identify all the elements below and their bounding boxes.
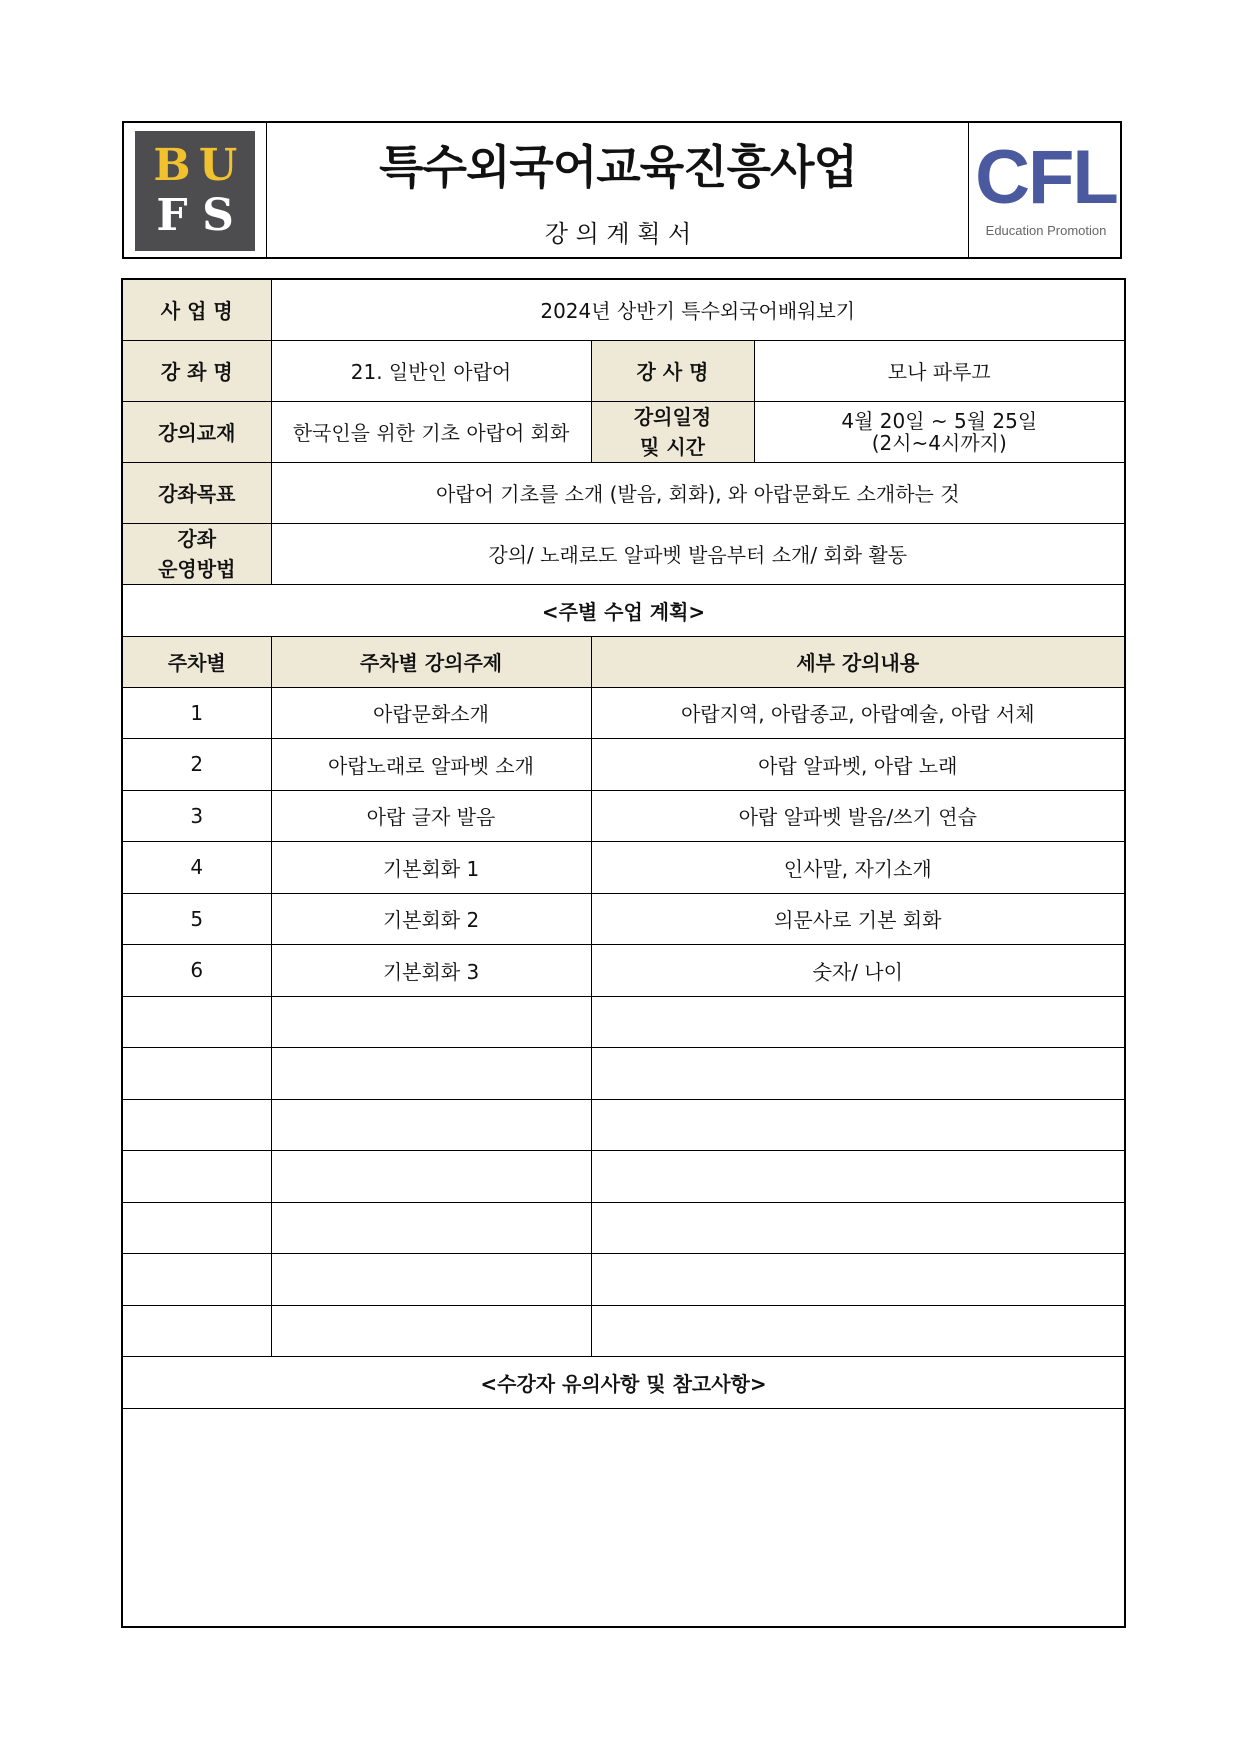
course-value: 21. 일반인 아랍어 — [271, 340, 591, 401]
weekly-section-title: <주별 수업 계획> — [122, 584, 1125, 636]
document-title: 특수외국어교육진흥사업 — [379, 140, 857, 194]
table-row — [122, 893, 1125, 945]
week-number: 1 — [122, 687, 271, 739]
table-row — [122, 790, 1125, 842]
empty-cell — [122, 1305, 271, 1357]
schedule-value — [754, 401, 1125, 462]
project-label: 사 업 명 — [122, 279, 271, 340]
empty-cell — [271, 1099, 591, 1151]
logo-letter: S — [202, 190, 234, 241]
week-topic: 아랍문화소개 — [271, 687, 591, 739]
document-subtitle: 강 의 계 획 서 — [544, 220, 692, 248]
table-row — [122, 842, 1125, 894]
header-divider — [266, 123, 267, 257]
method-row — [122, 523, 1125, 584]
empty-cell — [271, 1305, 591, 1357]
empty-row — [122, 1151, 1125, 1203]
notes-section-title: <수강자 유의사항 및 참고사항> — [122, 1357, 1125, 1409]
empty-cell — [122, 1099, 271, 1151]
header-divider — [968, 123, 969, 257]
column-header-week: 주차별 — [122, 636, 271, 687]
empty-cell — [122, 1151, 271, 1203]
weekly-header-row — [122, 636, 1125, 687]
project-value: 2024년 상반기 특수외국어배워보기 — [271, 279, 1125, 340]
empty-row — [122, 996, 1125, 1048]
empty-cell — [591, 1151, 1125, 1203]
week-topic: 기본회화 2 — [271, 893, 591, 945]
week-number: 2 — [122, 739, 271, 791]
notes-section-row — [122, 1357, 1125, 1409]
week-topic: 기본회화 1 — [271, 842, 591, 894]
table-row — [122, 739, 1125, 791]
week-number: 4 — [122, 842, 271, 894]
week-number: 6 — [122, 945, 271, 997]
week-topic: 아랍 글자 발음 — [271, 790, 591, 842]
textbook-row — [122, 401, 1125, 462]
empty-cell — [271, 1254, 591, 1306]
method-value: 강의/ 노래로도 알파벳 발음부터 소개/ 회화 활동 — [271, 523, 1125, 584]
course-row — [122, 340, 1125, 401]
logo-letter: U — [198, 140, 238, 191]
week-detail: 인사말, 자기소개 — [591, 842, 1125, 894]
empty-cell — [271, 1048, 591, 1100]
notes-body-row — [122, 1409, 1125, 1627]
week-topic: 기본회화 3 — [271, 945, 591, 997]
empty-row — [122, 1305, 1125, 1357]
week-number: 3 — [122, 790, 271, 842]
empty-row — [122, 1099, 1125, 1151]
empty-row — [122, 1254, 1125, 1306]
empty-cell — [591, 1048, 1125, 1100]
empty-cell — [271, 1202, 591, 1254]
week-detail: 숫자/ 나이 — [591, 945, 1125, 997]
cfl-logo-tagline: Education Promotion — [985, 223, 1107, 238]
table-row — [122, 687, 1125, 739]
week-detail: 의문사로 기본 회화 — [591, 893, 1125, 945]
schedule-label-line: 및 시간 — [640, 434, 705, 459]
empty-cell — [122, 1048, 271, 1100]
document-header — [122, 121, 1122, 259]
empty-cell — [591, 1305, 1125, 1357]
weekly-section-row — [122, 584, 1125, 636]
empty-cell — [591, 1202, 1125, 1254]
instructor-label: 강 사 명 — [591, 340, 754, 401]
week-detail: 아랍 알파벳, 아랍 노래 — [591, 739, 1125, 791]
empty-cell — [591, 996, 1125, 1048]
week-detail: 아랍지역, 아랍종교, 아랍예술, 아랍 서체 — [591, 687, 1125, 739]
empty-cell — [591, 1254, 1125, 1306]
week-detail: 아랍 알파벳 발음/쓰기 연습 — [591, 790, 1125, 842]
empty-row — [122, 1202, 1125, 1254]
schedule-label-line: 강의일정 — [633, 404, 712, 429]
empty-cell — [122, 1254, 271, 1306]
table-row — [122, 945, 1125, 997]
column-header-topic: 주차별 강의주제 — [271, 636, 591, 687]
logo-letter: B — [153, 140, 191, 191]
week-topic: 아랍노래로 알파벳 소개 — [271, 739, 591, 791]
week-number: 5 — [122, 893, 271, 945]
goal-value: 아랍어 기초를 소개 (발음, 회화), 와 아랍문화도 소개하는 것 — [271, 462, 1125, 523]
empty-cell — [271, 1151, 591, 1203]
bufs-logo — [135, 131, 255, 251]
goal-row — [122, 462, 1125, 523]
empty-row — [122, 1048, 1125, 1100]
goal-label: 강좌목표 — [122, 462, 271, 523]
method-label — [122, 523, 271, 584]
column-header-detail: 세부 강의내용 — [591, 636, 1125, 687]
logo-letter: F — [156, 190, 188, 241]
notes-body — [122, 1409, 1125, 1627]
project-row — [122, 279, 1125, 340]
textbook-label: 강의교재 — [122, 401, 271, 462]
method-label-line: 운영방법 — [158, 556, 236, 581]
cfl-logo — [970, 123, 1122, 257]
method-label-line: 강좌 — [177, 526, 217, 551]
empty-cell — [122, 996, 271, 1048]
cfl-logo-mark: CFL — [975, 135, 1117, 220]
lecture-plan-table — [121, 278, 1126, 1628]
empty-cell — [591, 1099, 1125, 1151]
schedule-dates: 4월 20일 ~ 5월 25일 — [841, 408, 1038, 433]
textbook-value: 한국인을 위한 기초 아랍어 회화 — [271, 401, 591, 462]
empty-cell — [122, 1202, 271, 1254]
empty-cell — [271, 996, 591, 1048]
schedule-time: (2시~4시까지) — [871, 430, 1007, 455]
instructor-value: 모나 파루끄 — [754, 340, 1125, 401]
schedule-label — [591, 401, 754, 462]
course-label: 강 좌 명 — [122, 340, 271, 401]
